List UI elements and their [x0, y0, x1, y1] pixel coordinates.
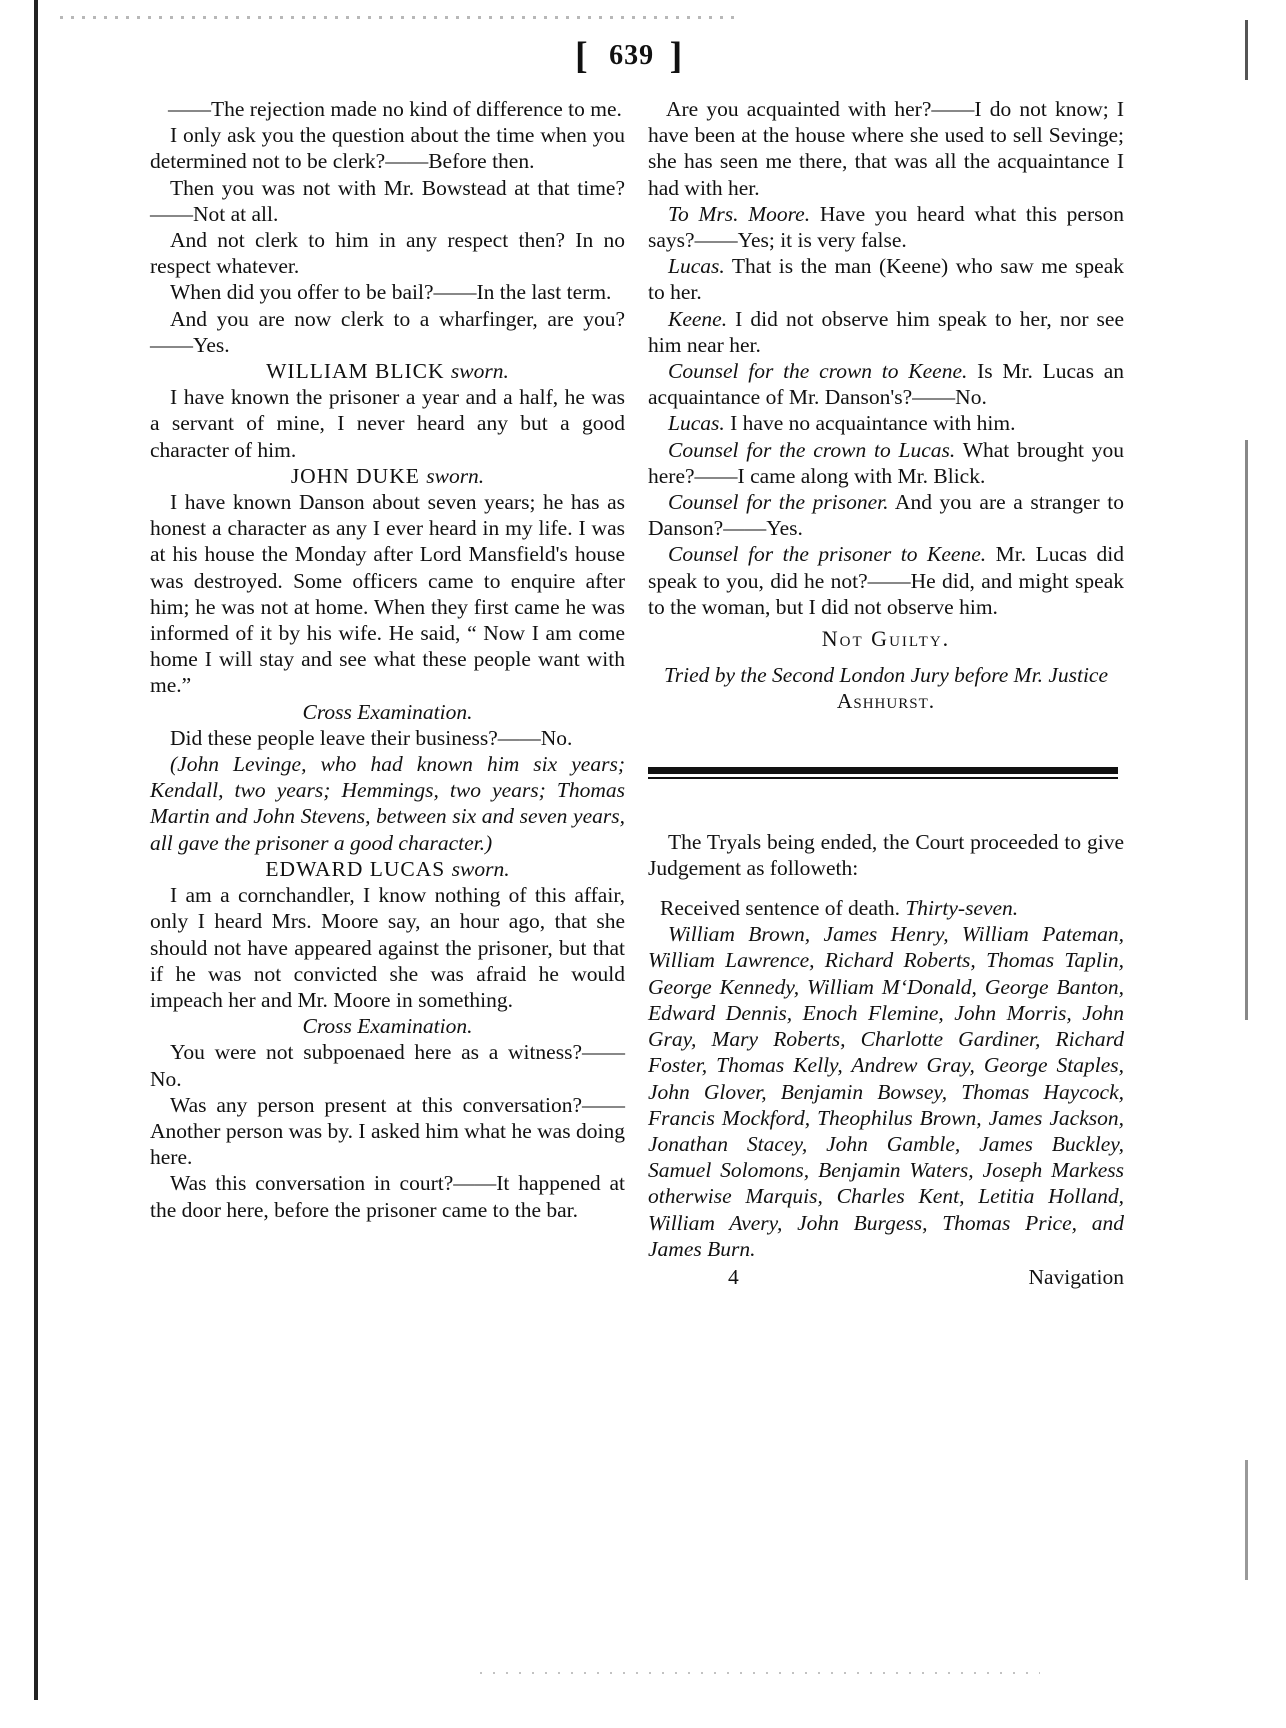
character-witnesses-note: (John Levinge, who had known him six years; Kendall, two years; Hemmings, two years; Thomas Martin and John Stevens, between six and seven years, all gave the prisoner a good character.)	[150, 752, 625, 855]
scan-noise-bottom	[480, 1672, 1040, 1674]
page-number: [ 639 ]	[575, 35, 689, 77]
cross-examination-heading: Cross Examination.	[302, 699, 473, 724]
paragraph: When did you offer to be bail?——In the last term.	[170, 280, 612, 305]
paragraph: To Mrs. Moore. Have you heard what this person says?——Yes; it is very false.	[648, 201, 1124, 253]
paragraph: Lucas. That is the man (Keene) who saw me speak to her.	[648, 254, 1124, 305]
witness-heading: EDWARD LUCAS sworn.	[265, 856, 510, 881]
left-column	[150, 96, 625, 1223]
paragraph: Then you was not with Mr. Bowstead at that time?——Not at all.	[150, 175, 625, 226]
paragraph: I am a cornchandler, I know nothing of this affair, only I heard Mrs. Moore say, an hour ago, that she should not have appeared against the prisoner, but that if he was not convicted she was afraid he would impeach her and Mr. Moore in something.	[150, 883, 625, 1012]
paragraph: Lucas. I have no acquaintance with him.	[668, 411, 1016, 436]
tried-before-line: Tried by the Second London Jury before Mr. Justice Ashhurst.	[663, 663, 1109, 714]
right-column	[648, 96, 1124, 1294]
paragraph: Counsel for the prisoner to Keene. Mr. Lucas did speak to you, did he not?——He did, and might speak to the woman, but I did not observe him.	[648, 542, 1124, 619]
speaker-label: Counsel for the crown to Keene.	[668, 359, 968, 384]
speaker-label: Lucas.	[668, 254, 725, 279]
paragraph: I have known the prisoner a year and a half, he was a servant of mine, I never heard any but a good character of him.	[150, 385, 625, 462]
paragraph: Was any person present at this conversation?——Another person was by. I asked him what he was doing here.	[150, 1092, 625, 1170]
signature-mark: 4	[728, 1264, 739, 1289]
verdict: Not Guilty.	[821, 626, 951, 652]
speaker-label: Counsel for the crown to Lucas.	[668, 437, 956, 462]
scan-noise-top	[60, 16, 740, 19]
paragraph: And not clerk to him in any respect then? In no respect whatever.	[150, 228, 625, 279]
paragraph: Was this conversation in court?——It happened at the door here, before the prisoner came to the bar.	[150, 1171, 625, 1222]
page-footer	[648, 1264, 1124, 1294]
speaker-label: Counsel for the prisoner.	[668, 490, 889, 515]
condemned-names-list: William Brown, James Henry, William Pateman, William Lawrence, Richard Roberts, Thomas Taplin, George Kennedy, William M‘Donald, George Banton, Edward Dennis, Enoch Flemine, John Morris, John Gray, Mary Roberts, Charlotte Gardiner, Richard Foster, Thomas Kelly, Andrew Gray, George Staples, John Glover, Benjamin Bowsey, Thomas Haycock, Francis Mockford, Theophilus Brown, James Jackson, Jonathan Stacey, John Gamble, James Buckley, Samuel Solomons, Benjamin Waters, Joseph Markess otherwise Marquis, Charles Kent, Letitia Holland, William Avery, John Burgess, Thomas Price, and James Burn.	[648, 922, 1124, 1261]
paragraph: Counsel for the crown to Keene. Is Mr. Lucas an acquaintance of Mr. Danson's?——No.	[648, 359, 1125, 410]
section-rule	[648, 767, 1118, 774]
paragraph: I have known Danson about seven years; he has as honest a character as any I ever heard in my life. I was at his house the Monday after Lord Mansfield's house was destroyed. Some officers came to enquire after him; he was not at home. When they first came he was informed of it by his wife. He said, “ Now I am come home I will stay and see what these people want with me.”	[150, 490, 625, 698]
page-gutter-edge	[34, 0, 38, 1700]
scan-edge-mark	[1245, 440, 1248, 1020]
paragraph: Keene. I did not observe him speak to her, nor see him near her.	[648, 306, 1125, 357]
paragraph: Counsel for the prisoner. And you are a stranger to Danson?——Yes.	[648, 490, 1124, 541]
scan-edge-mark	[1245, 1460, 1248, 1580]
speaker-label: Keene.	[668, 306, 728, 331]
paragraph: And you are now clerk to a wharfinger, are you?——Yes.	[150, 306, 625, 357]
cross-examination-heading: Cross Examination.	[302, 1014, 473, 1039]
paragraph: Are you acquainted with her?——I do not know; I have been at the house where she used to sell Sevinge; she has seen me there, that was all the acquaintance I had with her.	[648, 97, 1124, 200]
paragraph: You were not subpoenaed here as a witness?——No.	[150, 1040, 625, 1091]
sentence-heading: Received sentence of death. Thirty-seven.	[660, 896, 1019, 921]
speaker-label: Lucas.	[668, 411, 725, 436]
speaker-label: To Mrs. Moore.	[668, 201, 811, 226]
witness-heading: WILLIAM BLICK sworn.	[266, 359, 509, 384]
paragraph: Counsel for the crown to Lucas. What brought you here?——I came along with Mr. Blick.	[648, 437, 1124, 488]
witness-heading: JOHN DUKE sworn.	[290, 463, 485, 488]
section-rule	[648, 777, 1118, 779]
speaker-label: Counsel for the prisoner to Keene.	[668, 542, 987, 567]
paragraph: Did these people leave their business?——No.	[170, 725, 573, 750]
scan-edge-mark	[1245, 20, 1248, 80]
catchword: Navigation	[1028, 1264, 1124, 1289]
paragraph: ——The rejection made no kind of difference to me.	[168, 97, 622, 121]
paragraph: I only ask you the question about the time when you determined not to be clerk?——Before then.	[150, 123, 625, 174]
judgement-intro: The Tryals being ended, the Court proceeded to give Judgement as followeth:	[648, 829, 1124, 880]
